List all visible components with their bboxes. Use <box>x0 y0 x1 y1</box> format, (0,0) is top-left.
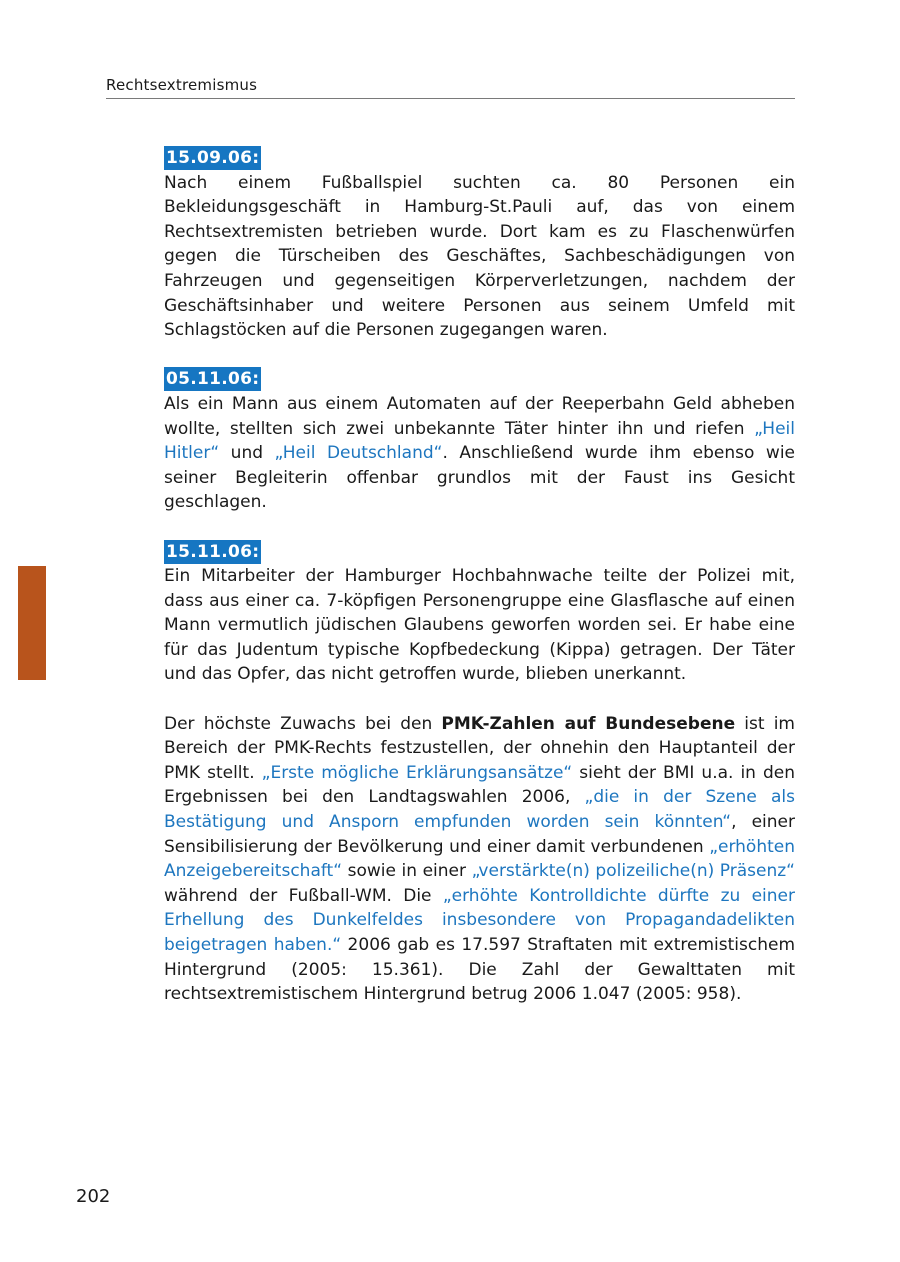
main-content <box>164 146 795 1007</box>
text-run: , einer Sensibilisierung der Bevölkerung und einer damit verbundenen <box>164 812 796 857</box>
quote: „die in der Szene als Bestätigung und Ansporn empfunden worden sein könnten“ <box>164 787 795 833</box>
chapter-side-tab <box>18 566 46 680</box>
date-badge: 15.09.06: <box>166 148 260 168</box>
quote: „verstärkte(n) polizeiliche(n) Präsenz“ <box>471 861 795 882</box>
bold-term: PMK-Zahlen auf Bundesebene <box>441 713 736 734</box>
incident-entry <box>164 367 795 515</box>
text-run: sieht der BMI u.a. in den Ergebnissen bei den Landtagswahlen 2006, <box>164 762 796 808</box>
date-badge: 05.11.06: <box>166 369 260 390</box>
text-run: sowie in einer <box>342 861 472 882</box>
quote: „Erste mögliche Erklärungsansätze“ <box>261 762 573 783</box>
text-run: und <box>219 443 275 464</box>
incident-text: Nach einem Fußballspiel suchten ca. 80 Personen ein Bekleidungsgeschäft in Hamburg-St.Pauli auf, das von einem Rechtsextremisten betrieben wurde. Dort kam es zu Flaschenwürfen gegen die Türscheiben des Geschäftes, Sachbeschädigungen von Fahrzeugen und gegenseitigen Körperverletzungen, nachdem der Geschäftsinhaber und weitere Personen aus seinem Umfeld mit Schlagstöcken auf die Personen zugegangen waren. <box>164 172 795 341</box>
text-run: Der höchste Zuwachs bei den <box>164 713 442 734</box>
date-badge: 15.11.06: <box>166 541 260 562</box>
quote: „erhöhten Anzeigebereitschaft“ <box>164 836 795 882</box>
running-header: Rechtsextremismus <box>106 76 795 99</box>
incident-entry <box>164 540 795 688</box>
text-run: Als ein Mann aus einem Automaten auf der Reeperbahn Geld abheben wollte, stellten sich zwei unbekannte Täter hinter ihn und riefen <box>164 393 795 439</box>
incident-text <box>164 392 795 515</box>
page-number: 202 <box>76 1186 111 1207</box>
summary-paragraph <box>164 712 795 1007</box>
incident-entry <box>164 146 795 343</box>
quote-heil-hitler: „Heil Hitler“ <box>164 418 795 464</box>
incident-text: Ein Mitarbeiter der Hamburger Hochbahnwache teilte der Polizei mit, dass aus einer ca. 7-köpfigen Personengruppe eine Glasflasche auf einen Mann vermutlich jüdischen Glaubens geworfen worden sei. Er habe eine für das Judentum typische Kopfbedeckung (Kippa) getragen. Der Täter und das Opfer, das nicht getroffen wurde, blieben unerkannt. <box>164 566 795 685</box>
quote: „erhöhte Kontrolldichte dürfte zu einer Erhellung des Dunkelfeldes insbesondere von Propagandadelikten beigetragen haben.“ <box>164 885 795 955</box>
quote-heil-deutschland: „Heil Deutschland“ <box>274 443 443 464</box>
text-run: . Anschließend wurde ihm ebenso wie seiner Begleiterin offenbar grundlos mit der Faust ins Gesicht geschlagen. <box>164 443 795 513</box>
text-run: ist im Bereich der PMK-Rechts festzustellen, der ohnehin den Hauptanteil der PMK stellt. <box>164 713 795 783</box>
text-run: während der Fußball-WM. Die <box>164 885 443 906</box>
text-run: 2006 gab es 17.597 Straftaten mit extremistischem Hintergrund (2005: 15.361). Die Zahl der Gewalttaten mit rechtsextremistischem Hintergrund betrug 2006 1.047 (2005: 958). <box>164 935 795 1005</box>
